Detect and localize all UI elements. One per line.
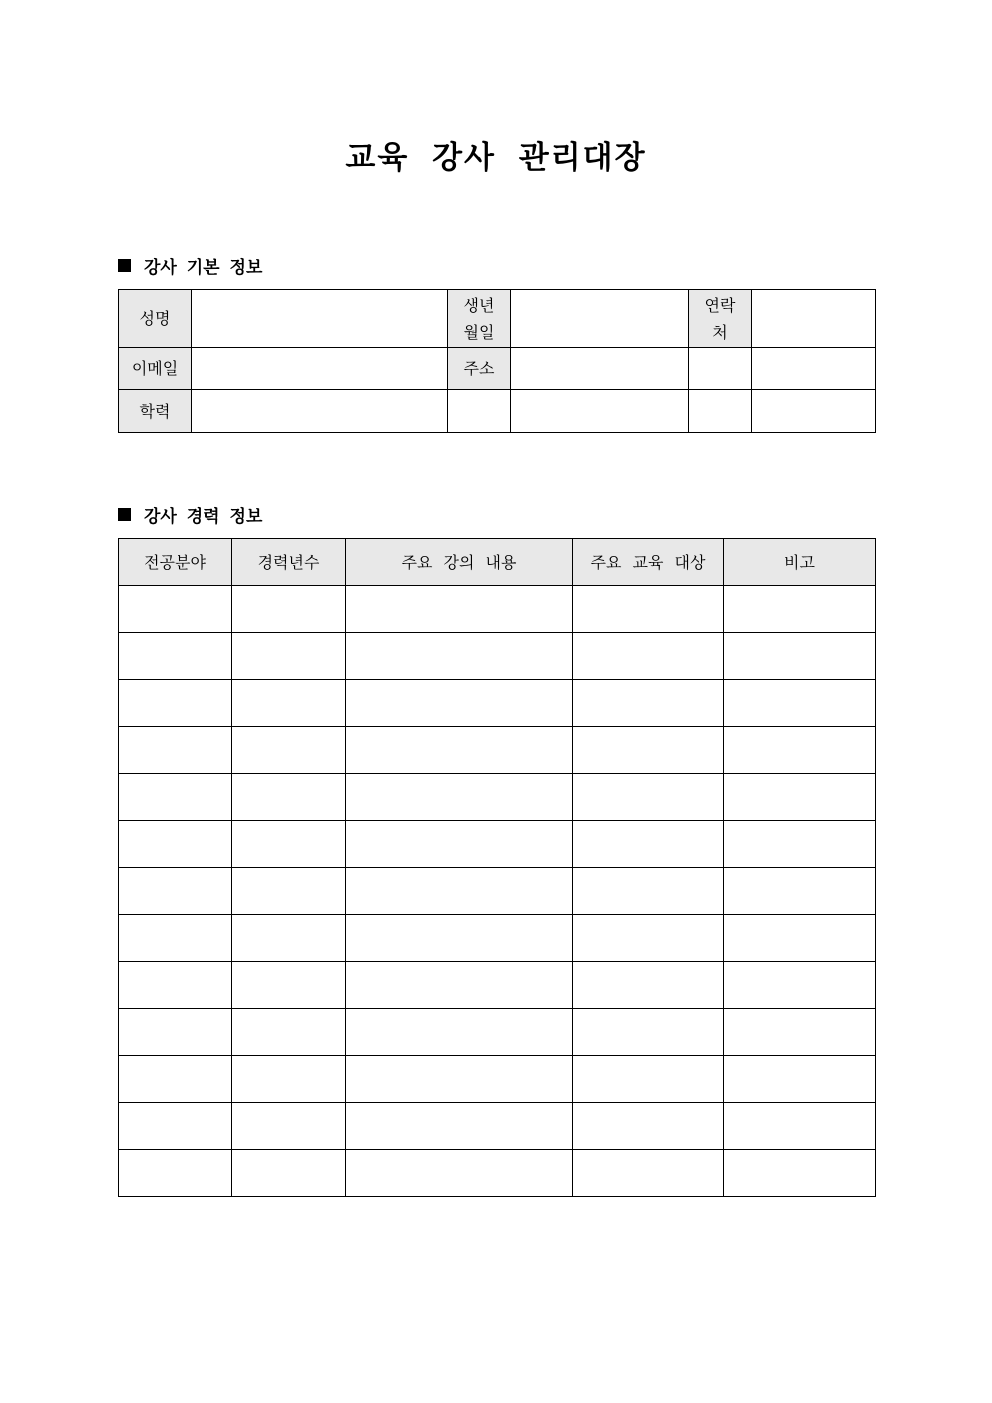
major-cell[interactable] [119,1103,232,1150]
address-field[interactable] [511,348,689,390]
remarks-cell[interactable] [724,915,876,962]
years-cell[interactable] [232,1103,346,1150]
years-cell[interactable] [232,774,346,821]
career-table [118,538,876,1197]
remarks-cell[interactable] [724,586,876,633]
career-table-body [119,586,876,1197]
birthdate-label [448,290,511,348]
contact-label-line: 연락 [704,295,736,315]
major-cell[interactable] [119,1056,232,1103]
target-audience-cell[interactable] [573,727,724,774]
table-row [119,774,876,821]
years-cell[interactable] [232,868,346,915]
major-cell[interactable] [119,1150,232,1197]
years-cell[interactable] [232,727,346,774]
lecture-content-cell[interactable] [346,774,573,821]
lecture-content-cell[interactable] [346,680,573,727]
lecture-content-cell[interactable] [346,821,573,868]
empty-cell[interactable] [689,348,752,390]
major-cell[interactable] [119,868,232,915]
years-cell[interactable] [232,915,346,962]
target-audience-cell[interactable] [573,1009,724,1056]
lecture-content-cell[interactable] [346,868,573,915]
table-row [119,868,876,915]
table-row [119,586,876,633]
name-field[interactable] [192,290,448,348]
section-heading-basic-info [118,253,262,278]
section-heading-career-info [118,502,262,527]
target-audience-cell[interactable] [573,774,724,821]
table-row [119,348,876,390]
target-audience-cell[interactable] [573,962,724,1009]
lecture-content-cell[interactable] [346,915,573,962]
remarks-cell[interactable] [724,1056,876,1103]
contact-field[interactable] [752,290,876,348]
target-audience-cell[interactable] [573,1103,724,1150]
target-audience-cell[interactable] [573,1150,724,1197]
email-label: 이메일 [119,348,192,390]
name-label: 성명 [119,290,192,348]
remarks-cell[interactable] [724,1150,876,1197]
years-cell[interactable] [232,633,346,680]
remarks-cell[interactable] [724,633,876,680]
years-cell[interactable] [232,1009,346,1056]
empty-cell[interactable] [448,390,511,433]
remarks-cell[interactable] [724,1103,876,1150]
education-label: 학력 [119,390,192,433]
remarks-cell[interactable] [724,727,876,774]
target-audience-cell[interactable] [573,1056,724,1103]
lecture-content-cell[interactable] [346,1009,573,1056]
address-label: 주소 [448,348,511,390]
major-cell[interactable] [119,962,232,1009]
target-audience-cell[interactable] [573,868,724,915]
lecture-content-cell[interactable] [346,727,573,774]
square-bullet-icon [118,259,131,272]
column-header-major: 전공분야 [119,539,232,586]
target-audience-cell[interactable] [573,915,724,962]
remarks-cell[interactable] [724,774,876,821]
empty-cell[interactable] [752,348,876,390]
lecture-content-cell[interactable] [346,1150,573,1197]
table-row [119,915,876,962]
basic-info-table [118,289,876,433]
lecture-content-cell[interactable] [346,962,573,1009]
major-cell[interactable] [119,586,232,633]
remarks-cell[interactable] [724,868,876,915]
table-row [119,962,876,1009]
years-cell[interactable] [232,821,346,868]
birthdate-label-line: 생년 [463,295,495,315]
table-row [119,821,876,868]
table-row [119,390,876,433]
table-row [119,727,876,774]
birthdate-label-line: 월일 [463,322,495,342]
lecture-content-cell[interactable] [346,1103,573,1150]
column-header-lecture-content: 주요 강의 내용 [346,539,573,586]
major-cell[interactable] [119,821,232,868]
table-header-row [119,539,876,586]
years-cell[interactable] [232,680,346,727]
column-header-remarks: 비고 [724,539,876,586]
contact-label-line: 처 [712,322,728,342]
remarks-cell[interactable] [724,962,876,1009]
major-cell[interactable] [119,915,232,962]
years-cell[interactable] [232,586,346,633]
column-header-target-audience: 주요 교육 대상 [573,539,724,586]
table-row [119,633,876,680]
major-cell[interactable] [119,633,232,680]
years-cell[interactable] [232,1150,346,1197]
remarks-cell[interactable] [724,680,876,727]
column-header-years: 경력년수 [232,539,346,586]
lecture-content-cell[interactable] [346,633,573,680]
table-row [119,1103,876,1150]
empty-cell[interactable] [752,390,876,433]
section-heading-label: 강사 경력 정보 [144,507,263,527]
education-field[interactable] [192,390,448,433]
section-heading-label: 강사 기본 정보 [144,258,263,278]
lecture-content-cell[interactable] [346,1056,573,1103]
remarks-cell[interactable] [724,1009,876,1056]
table-row [119,290,876,348]
empty-cell[interactable] [511,390,689,433]
major-cell[interactable] [119,774,232,821]
table-row [119,1056,876,1103]
empty-cell[interactable] [689,390,752,433]
contact-label [689,290,752,348]
remarks-cell[interactable] [724,821,876,868]
major-cell[interactable] [119,1009,232,1056]
major-cell[interactable] [119,727,232,774]
major-cell[interactable] [119,680,232,727]
target-audience-cell[interactable] [573,633,724,680]
email-field[interactable] [192,348,448,390]
lecture-content-cell[interactable] [346,586,573,633]
birthdate-field[interactable] [511,290,689,348]
years-cell[interactable] [232,1056,346,1103]
target-audience-cell[interactable] [573,586,724,633]
table-row [119,1009,876,1056]
years-cell[interactable] [232,962,346,1009]
table-row [119,680,876,727]
page-title: 교육 강사 관리대장 [345,140,647,176]
target-audience-cell[interactable] [573,821,724,868]
square-bullet-icon [118,508,131,521]
table-row [119,1150,876,1197]
target-audience-cell[interactable] [573,680,724,727]
